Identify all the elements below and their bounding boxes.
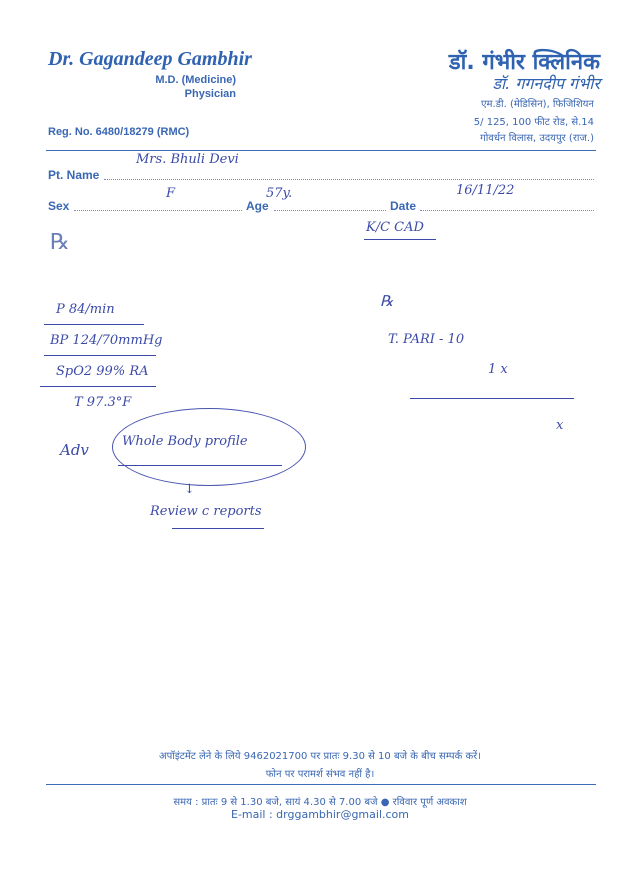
designation-text: Physician	[184, 88, 236, 100]
vital-spo2: SpO2 99% RA	[56, 364, 149, 379]
clinic-name-hindi: डॉ. गंभीर क्लिनिक	[448, 50, 600, 75]
doctor-qualification	[150, 73, 236, 101]
doctor-name-hindi: डॉ. गगनदीप गंभीर	[492, 74, 600, 93]
rx-mark: ℞	[380, 292, 394, 310]
sex-line	[74, 210, 242, 211]
handwritten-sex: F	[166, 186, 176, 201]
review-arrow: ↓	[184, 482, 195, 497]
vital-temperature: T 97.3°F	[74, 395, 132, 410]
rx-underline	[410, 398, 574, 399]
address-line-2: गोवर्धन विलास, उदयपुर (राज.)	[480, 133, 594, 144]
pt-name-label: Pt. Name	[48, 168, 100, 182]
date-line	[420, 210, 594, 211]
age-label: Age	[246, 199, 269, 213]
vitals-underline-3	[40, 386, 156, 387]
sex-label: Sex	[48, 199, 70, 213]
drug-name: T. PARI - 10	[388, 332, 465, 347]
qualification-text: M.D. (Medicine)	[155, 74, 236, 86]
email-contact: E-mail : drggambhir@gmail.com	[231, 808, 409, 821]
review-underline	[172, 528, 264, 529]
rx-duration-mark: x	[556, 418, 564, 433]
rx-symbol: ℞	[50, 230, 70, 255]
footer-divider	[46, 784, 596, 785]
header-divider	[46, 150, 596, 151]
qualification-hindi: एम.डी. (मेडिसिन), फिजिशियन	[480, 99, 594, 110]
clinic-timings: समय : प्रातः 9 से 1.30 बजे, सायं 4.30 से 7.00 बजे ● रविवार पूर्ण अवकाश	[173, 797, 467, 808]
handwritten-date: 16/11/22	[456, 183, 515, 198]
doctor-name: Dr. Gagandeep Gambhir	[48, 48, 252, 70]
age-line	[274, 210, 386, 211]
drug-dose: 1 x	[488, 362, 508, 377]
complaint-underline	[364, 239, 436, 240]
vitals-underline-1	[44, 324, 144, 325]
vital-bp: BP 124/70mmHg	[50, 333, 163, 348]
vital-pulse: P 84/min	[56, 302, 115, 317]
handwritten-patient-name: Mrs. Bhuli Devi	[136, 152, 239, 167]
pt-name-line	[104, 179, 594, 180]
review-note: Review c reports	[150, 504, 262, 519]
vitals-underline-2	[44, 355, 156, 356]
address-line-1: 5/ 125, 100 फीट रोड, से.14	[473, 117, 594, 128]
advice-label: Adv	[60, 441, 89, 459]
date-label: Date	[390, 199, 417, 213]
advice-underline	[118, 465, 282, 466]
registration-number: Reg. No. 6480/18279 (RMC)	[48, 126, 190, 138]
complaint-note: K/C CAD	[366, 220, 424, 235]
handwritten-age: 57y.	[266, 186, 293, 201]
appointment-info: अपॉइंटमेंट लेने के लिये 9462021700 पर प्रातः 9.30 से 10 बजे के बीच सम्पर्क करें।	[158, 751, 482, 762]
phone-note: फोन पर परामर्श संभव नहीं है।	[265, 769, 375, 780]
advice-text: Whole Body profile	[122, 434, 248, 449]
